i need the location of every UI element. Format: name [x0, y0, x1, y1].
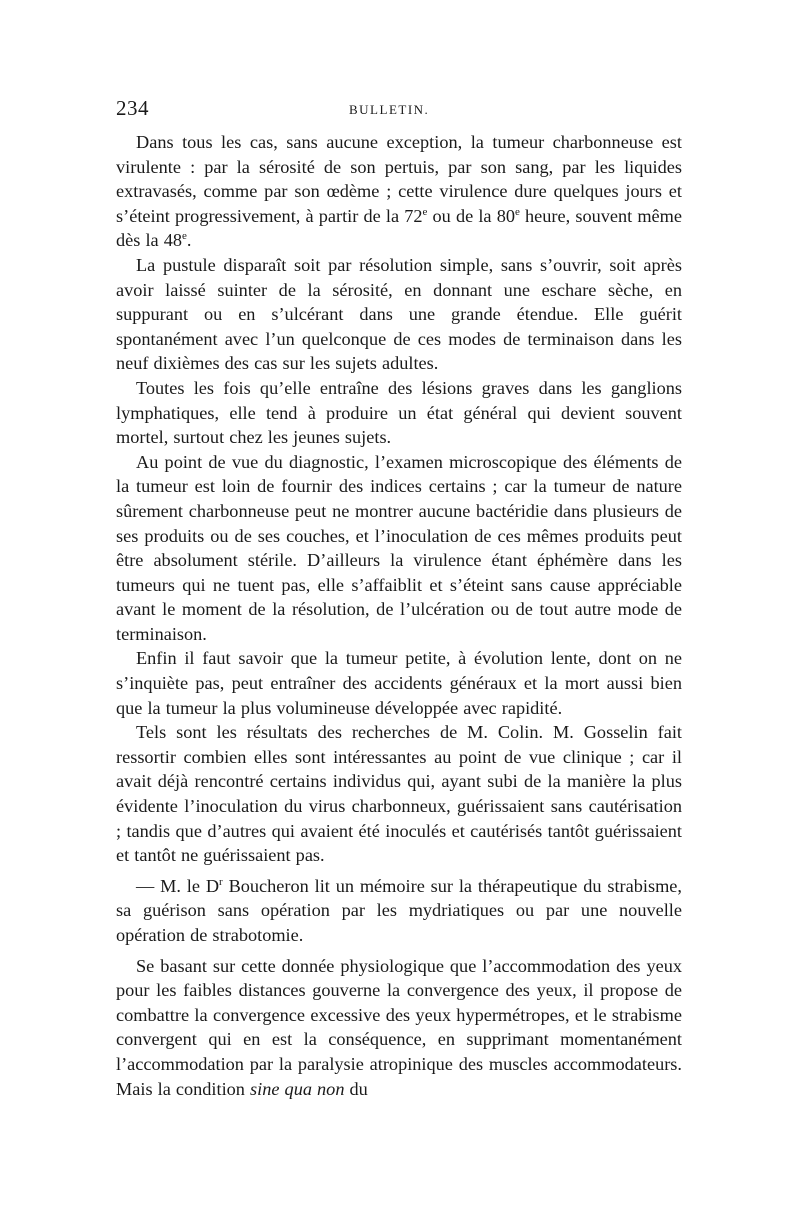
paragraph-colin-gosselin: Tels sont les résultats des recherches de M. Colin. M. Gosselin fait ressortir combien elles sont intéressantes au point de vue clinique ; car il avait déjà rencontré certains individus qui, ayant subi de la manière la plus évidente l’inoculation du virus charbonneux, guérissaient sans cautérisation ; tandis que d’autres qui avaient été inoculés et cautérisés tantôt guérissaient et tantôt ne guérissaient pas.	[116, 722, 682, 866]
running-head: BULLETIN.	[349, 102, 430, 117]
paragraph-accommodation: Se basant sur cette donnée physiologique que l’accommodation des yeux pour les faibles distances gouverne la convergence des yeux, il propose de combattre la convergence excessive des yeux hypermétropes, et le strabisme convergent qui en est la conséquence, en supprimant momentanément l’accommodation par la paralysie atropinique des muscles accommodateurs. Mais la condition sine qua non du	[116, 955, 682, 1099]
paragraph-pustule: La pustule disparaît soit par résolution simple, sans s’ouvrir, soit après avoir laissé suinter de la sérosité, en donnant une eschare sèche, en suppurant ou en s’ulcérant dans une grande étendue. Elle guérit spontanément avec l’un quelconque de ces modes de terminaison dans les neuf dixièmes des cas sur les sujets adultes.	[116, 254, 682, 374]
paragraph-tumeur-petite: Enfin il faut savoir que la tumeur petite, à évolution lente, dont on ne s’inquiète pas, peut entraîner des accidents généraux et la mort aussi bien que la tumeur la plus volumineuse développée avec rapidité.	[116, 648, 682, 718]
page-header	[116, 96, 688, 126]
paragraph-ganglions: Toutes les fois qu’elle entraîne des lésions graves dans les ganglions lymphatiques, elle tend à produire un état général qui devient souvent mortel, surtout chez les jeunes sujets.	[116, 377, 682, 448]
paragraph-diagnostic: Au point de vue du diagnostic, l’examen microscopique des éléments de la tumeur est loin de fournir des indices certains ; car la tumeur de nature sûrement charbonneuse peut ne montrer aucune bactéridie dans plusieurs de ses produits ou de ses couches, et l’inoculation de ces mêmes produits peut être absolument stérile. D’ailleurs la virulence étant éphémère dans les tumeurs qui ne tuent pas, elle s’affaiblit et s’éteint sans cause appréciable avant le moment de la résolution, de l’ulcération ou de tout autre mode de terminaison.	[116, 451, 682, 644]
body-text	[116, 130, 682, 1101]
page-number: 234	[116, 96, 149, 120]
paragraph-virulence: Dans tous les cas, sans aucune exception, la tumeur charbonneuse est virulente : par la sérosité de son pertuis, par son sang, par les liquides extravasés, comme par son œdème ; cette virulence dure quelques jours et s’éteint progressivement, à partir de la 72e ou de la 80e heure, souvent même dès la 48e.	[116, 132, 683, 251]
paragraph-boucheron: — M. le $D^r$ Boucheron lit un mémoire sur la thérapeutique du strabisme, sa guérison sans opération par les mydriatiques ou par une nouvelle opération de strabotomie.	[116, 875, 682, 945]
